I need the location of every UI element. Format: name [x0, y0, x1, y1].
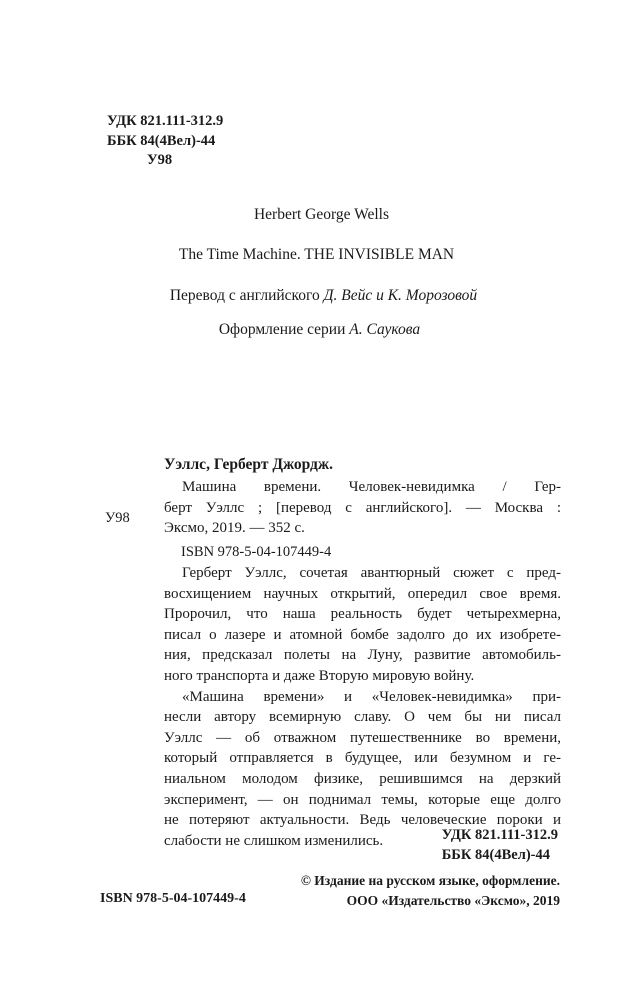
annotation-line: эксперимент, — он поднимал темы, которые еще долго	[164, 791, 561, 808]
original-author: Herbert George Wells	[253, 206, 390, 223]
bbk-code: ББК 84(4Вел)-44	[107, 132, 216, 149]
classification-top	[107, 112, 223, 171]
annotation-line: Уэллс — об отважном путешественнике во времени,	[164, 729, 561, 746]
design-prefix: Оформление серии	[218, 321, 350, 338]
copyright-line: ООО «Издательство «Эксмо», 2019	[346, 893, 560, 908]
annotation-line: ния, предсказал полеты на Луну, развитие автомобиль-	[164, 647, 561, 664]
annotation	[164, 563, 561, 851]
classification-bottom	[442, 825, 558, 865]
copyright-line: © Издание на русском языке, оформление.	[300, 873, 560, 888]
udk-code-bottom: УДК 821.111-312.9	[441, 827, 558, 843]
record-author-sign: У98	[105, 510, 130, 526]
bbk-code-bottom: ББК 84(4Вел)-44	[441, 847, 551, 863]
record-body	[164, 477, 561, 539]
translators: Д. Вейс и К. Морозовой	[323, 287, 478, 304]
annotation-line: несли автору всемирную славу. О чем бы ни писал	[164, 709, 561, 726]
annotation-line: «Машина времени» и «Человек-невидимка» при-	[182, 688, 561, 705]
designer: А. Саукова	[349, 321, 421, 338]
original-titles: The Time Machine. THE INVISIBLE MAN	[178, 246, 455, 263]
annotation-line: писал о лазере и атомной бомбе задолго до их изобрете-	[164, 626, 561, 643]
design-credit	[0, 321, 633, 339]
annotation-line: который отправляется в будущее, или безумном и ге-	[164, 750, 561, 767]
udk-code: УДК 821.111-312.9	[107, 113, 224, 129]
record-line: берт Уэллс ; [перевод с английского]. — Москва :	[164, 499, 561, 516]
annotation-line: слабости не слишком изменились.	[164, 832, 384, 849]
annotation-line: Герберт Уэллс, сочетая авантюрный сюжет с пред-	[182, 565, 561, 581]
translation-prefix: Перевод с английского	[169, 287, 324, 304]
footer-isbn: ISBN 978-5-04-107449-4	[100, 891, 246, 906]
author-sign: У98	[147, 152, 173, 168]
annotation-line: ного транспорта и даже Вторую мировую войну.	[164, 667, 475, 684]
translation-credit	[0, 287, 633, 305]
record-line: Эксмо, 2019. — 352 с.	[164, 520, 305, 536]
annotation-line: не потеряют актуальности. Ведь человеческие пороки и	[164, 812, 561, 829]
annotation-line: ниальном молодом физике, решившимся на дерзкий	[164, 770, 561, 787]
record-line: Машина времени. Человек-невидимка / Гер-	[182, 479, 561, 495]
annotation-line: восхищением научных открытий, опередил свое время.	[164, 585, 561, 602]
copyright-notice	[301, 871, 560, 911]
record-heading: Уэллс, Герберт Джордж.	[164, 456, 333, 473]
record-isbn: ISBN 978-5-04-107449-4	[181, 544, 332, 560]
annotation-line: Пророчил, что наша реальность будет четырехмерна,	[164, 606, 561, 623]
